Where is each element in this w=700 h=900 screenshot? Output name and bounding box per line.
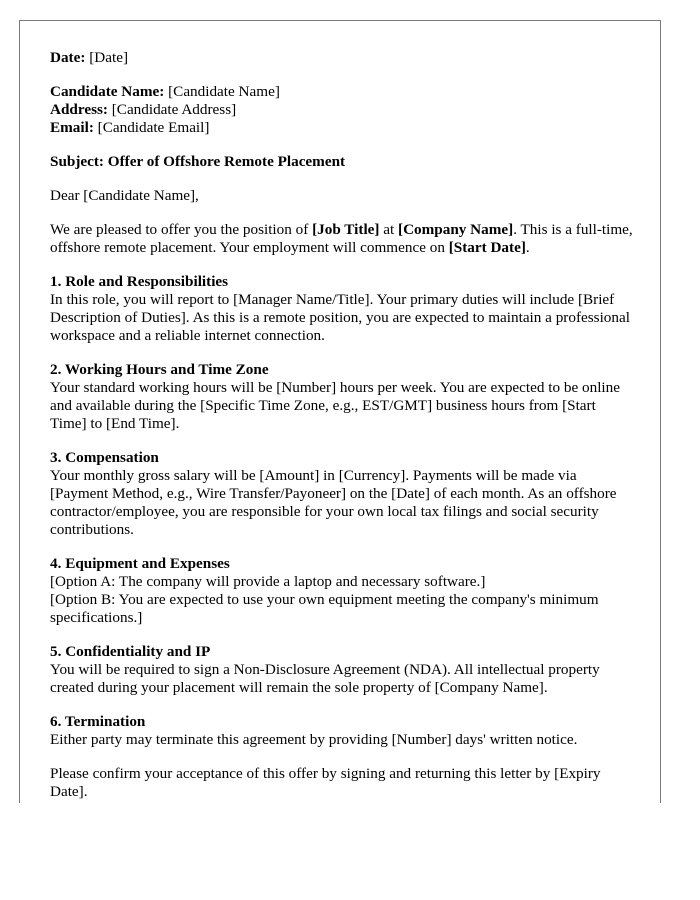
address-value: [Candidate Address]: [111, 101, 237, 118]
candidate-name-label: Candidate Name:: [50, 83, 165, 100]
date-line: [50, 49, 634, 67]
company-name-placeholder: [Company Name]: [398, 221, 514, 238]
equipment-option-a: [Option A: The company will provide a laptop and necessary software.]: [50, 573, 486, 590]
section-confidentiality: [50, 643, 634, 697]
email-line: [50, 119, 634, 137]
address-line: [50, 101, 634, 119]
intro-text-3: . This is a full-time, offshore remote placement. Your employment will commence on: [50, 221, 633, 256]
intro-text-2: at: [379, 221, 399, 238]
start-date-placeholder: [Start Date]: [448, 239, 526, 256]
equipment-option-b: [Option B: You are expected to use your own equipment meeting the company's minimum specifications.]: [50, 591, 599, 626]
section-heading: 3. Compensation: [50, 449, 159, 466]
section-body: Either party may terminate this agreement by providing [Number] days' written notice.: [50, 731, 578, 748]
subject-line: Subject: Offer of Offshore Remote Placement: [50, 153, 346, 170]
section-heading: 1. Role and Responsibilities: [50, 273, 229, 290]
section-compensation: [50, 449, 634, 539]
intro-text-4: .: [525, 239, 530, 256]
date-value: [Date]: [89, 49, 129, 66]
email-value: [Candidate Email]: [97, 119, 210, 136]
section-heading: 5. Confidentiality and IP: [50, 643, 211, 660]
section-body: Your monthly gross salary will be [Amount] in [Currency]. Payments will be made via [Payment Method, e.g., Wire Transfer/Payoneer] on the [Date] of each month. As an offshore contractor/employee, you are responsible for your own local tax filings and social security contributions.: [50, 467, 617, 538]
salutation: Dear [Candidate Name],: [50, 187, 199, 204]
closing-paragraph: Please confirm your acceptance of this offer by signing and returning this letter by [Expiry Date].: [50, 765, 601, 800]
section-equipment: [50, 555, 634, 627]
letter-content: [50, 49, 634, 817]
intro-paragraph: [50, 221, 634, 257]
email-label: Email:: [50, 119, 94, 136]
candidate-name-value: [Candidate Name]: [168, 83, 280, 100]
section-termination: [50, 713, 634, 749]
section-heading: 6. Termination: [50, 713, 146, 730]
section-working-hours: [50, 361, 634, 433]
job-title-placeholder: [Job Title]: [312, 221, 380, 238]
section-heading: 2. Working Hours and Time Zone: [50, 361, 269, 378]
section-body: You will be required to sign a Non-Disclosure Agreement (NDA). All intellectual property created during your placement will remain the sole property of [Company Name].: [50, 661, 600, 696]
section-body: In this role, you will report to [Manager Name/Title]. Your primary duties will include [Brief Description of Duties]. As this is a remote position, you are expected to maintain a professional workspace and a reliable internet connection.: [50, 291, 630, 344]
address-label: Address:: [50, 101, 108, 118]
candidate-name-line: [50, 83, 634, 101]
section-body: Your standard working hours will be [Number] hours per week. You are expected to be online and available during the [Specific Time Zone, e.g., EST/GMT] business hours from [Start Time] to [End Time].: [50, 379, 620, 432]
intro-text-1: We are pleased to offer you the position of: [50, 221, 313, 238]
section-heading: 4. Equipment and Expenses: [50, 555, 230, 572]
date-label: Date:: [50, 49, 86, 66]
section-role: [50, 273, 634, 345]
letter-page: [19, 20, 661, 803]
candidate-details: [50, 83, 634, 137]
